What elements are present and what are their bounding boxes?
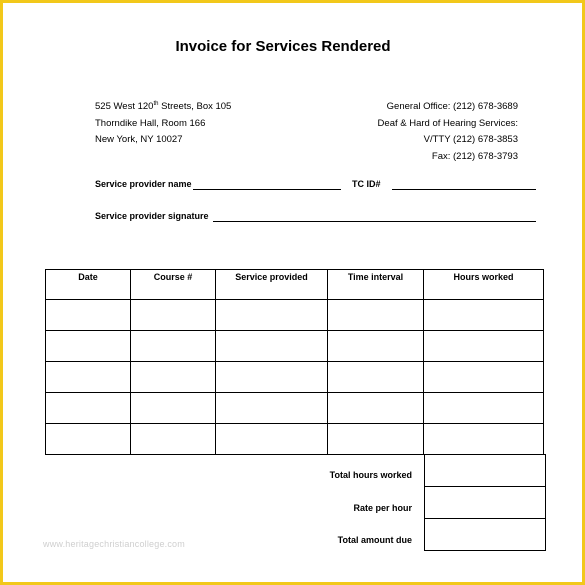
provider-name-field[interactable] xyxy=(193,189,341,190)
time-interval-cell[interactable] xyxy=(328,362,424,393)
hours-cell[interactable] xyxy=(424,362,544,393)
address-line-1: 525 West 120th Streets, Box 105 xyxy=(95,101,232,112)
table-row xyxy=(46,300,544,331)
contact-info xyxy=(378,99,518,165)
time-interval-cell[interactable] xyxy=(328,393,424,424)
total-hours-label: Total hours worked xyxy=(329,470,412,480)
total-hours-field[interactable] xyxy=(425,455,546,487)
table-header-row xyxy=(46,270,544,300)
table-row xyxy=(46,393,544,424)
hours-cell[interactable] xyxy=(424,300,544,331)
date-cell[interactable] xyxy=(46,300,131,331)
column-header-date: Date xyxy=(46,270,131,300)
course-cell[interactable] xyxy=(131,393,216,424)
provider-name-label: Service provider name xyxy=(95,179,192,189)
table-row xyxy=(46,362,544,393)
rate-per-hour-label: Rate per hour xyxy=(353,503,412,513)
column-header-service: Service provided xyxy=(216,270,328,300)
service-cell[interactable] xyxy=(216,424,328,455)
address-line-3: New York, NY 10027 xyxy=(95,134,183,145)
date-cell[interactable] xyxy=(46,424,131,455)
hours-cell[interactable] xyxy=(424,424,544,455)
contact-line-4: Fax: (212) 678-3793 xyxy=(431,150,518,162)
tc-id-field[interactable] xyxy=(392,189,536,190)
total-amount-due-label: Total amount due xyxy=(337,535,412,545)
table-row xyxy=(46,424,544,455)
service-cell[interactable] xyxy=(216,300,328,331)
course-cell[interactable] xyxy=(131,331,216,362)
column-header-course: Course # xyxy=(131,270,216,300)
address-line-2: Thorndike Hall, Room 166 xyxy=(95,117,206,129)
page-title: Invoice for Services Rendered xyxy=(175,38,391,55)
services-table xyxy=(45,269,544,455)
office-address xyxy=(95,99,231,149)
table-row xyxy=(46,331,544,362)
time-interval-cell[interactable] xyxy=(328,424,424,455)
date-cell[interactable] xyxy=(46,362,131,393)
date-cell[interactable] xyxy=(46,331,131,362)
column-header-hours: Hours worked xyxy=(424,270,544,300)
tc-id-label: TC ID# xyxy=(352,179,381,189)
watermark: www.heritagechristiancollege.com xyxy=(43,539,185,549)
service-cell[interactable] xyxy=(216,362,328,393)
hours-cell[interactable] xyxy=(424,393,544,424)
time-interval-cell[interactable] xyxy=(328,300,424,331)
totals-table xyxy=(424,454,546,551)
column-header-time-interval: Time interval xyxy=(328,270,424,300)
hours-cell[interactable] xyxy=(424,331,544,362)
course-cell[interactable] xyxy=(131,424,216,455)
course-cell[interactable] xyxy=(131,362,216,393)
service-cell[interactable] xyxy=(216,331,328,362)
provider-signature-field[interactable] xyxy=(213,221,536,222)
course-cell[interactable] xyxy=(131,300,216,331)
provider-signature-label: Service provider signature xyxy=(95,211,209,221)
time-interval-cell[interactable] xyxy=(328,331,424,362)
service-cell[interactable] xyxy=(216,393,328,424)
contact-line-3: V/TTY (212) 678-3853 xyxy=(423,134,518,145)
total-amount-due-field[interactable] xyxy=(425,519,546,551)
contact-line-1: General Office: (212) 678-3689 xyxy=(386,101,518,112)
rate-per-hour-field[interactable] xyxy=(425,487,546,519)
date-cell[interactable] xyxy=(46,393,131,424)
contact-line-2: Deaf & Hard of Hearing Services: xyxy=(377,117,518,129)
